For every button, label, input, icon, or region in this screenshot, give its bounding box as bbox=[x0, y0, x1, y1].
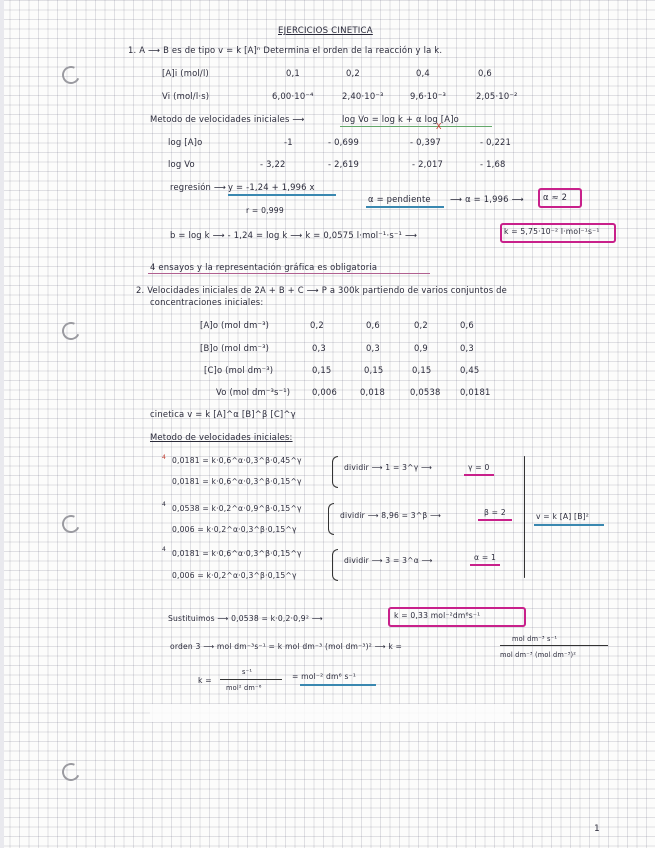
group-brace bbox=[328, 503, 334, 535]
ex2-cell: 0,15 bbox=[412, 365, 432, 375]
ex2-cell: 0,2 bbox=[414, 320, 428, 330]
ex2-group2-divide: dividir ⟶ 8,96 = 3^β ⟶ bbox=[340, 511, 442, 520]
ex2-kinetic-equation: cinetica v = k [A]^α [B]^β [C]^γ bbox=[150, 409, 296, 419]
result-underline bbox=[470, 564, 500, 566]
ex1-conc-value: 0,2 bbox=[346, 68, 360, 78]
ex2-row-label: [A]o (mol dm⁻³) bbox=[200, 320, 270, 330]
ex2-substitution: Sustituimos ⟶ 0,0538 = k·0,2·0,9² ⟶ bbox=[168, 614, 323, 623]
ex1-rate-label: Vi (mol/l·s) bbox=[162, 91, 210, 101]
ex2-fraction-denominator: mol² dm⁻⁶ bbox=[226, 684, 262, 692]
ex1-rate-value: 2,05·10⁻² bbox=[476, 91, 518, 101]
ex2-group3-top: 0,0181 = k·0,6^α·0,3^β·0,15^γ bbox=[172, 549, 302, 558]
ex2-cell: 0,006 bbox=[312, 387, 337, 397]
ex1-logA-value: - 0,397 bbox=[410, 137, 442, 147]
ex2-cell: 0,0538 bbox=[410, 387, 441, 397]
ex2-group3-bottom: 0,006 = k·0,2^α·0,3^β·0,15^γ bbox=[172, 571, 297, 580]
ex2-cell: 0,6 bbox=[366, 320, 380, 330]
ex2-group1-bottom: 0,0181 = k·0,6^α·0,3^β·0,15^γ bbox=[172, 477, 302, 486]
ex2-fraction-denominator: mol dm⁻³ (mol dm⁻³)² bbox=[500, 651, 577, 659]
ex1-regression-equation: y = -1,24 + 1,996 x bbox=[228, 182, 315, 192]
ex1-rate-value: 2,40·10⁻³ bbox=[342, 91, 384, 101]
group-brace bbox=[332, 549, 338, 581]
ex2-cell: 0,6 bbox=[460, 320, 474, 330]
ex2-group3-divide: dividir ⟶ 3 = 3^α ⟶ bbox=[344, 556, 433, 565]
correction-mark: X bbox=[436, 122, 442, 131]
ex1-logV-value: - 2,619 bbox=[328, 159, 360, 169]
regression-underline bbox=[228, 194, 336, 196]
ratio-marker: 4 bbox=[162, 454, 167, 461]
ex1-logA-value: -1 bbox=[284, 137, 293, 147]
punch-hole bbox=[59, 512, 82, 535]
punch-hole bbox=[59, 319, 82, 342]
erased-area bbox=[150, 704, 510, 722]
equation-underline bbox=[340, 126, 492, 127]
ex2-group2-result: β = 2 bbox=[484, 508, 506, 517]
ex2-cell: 0,2 bbox=[310, 320, 324, 330]
ex2-fraction-numerator: mol dm⁻³ s⁻¹ bbox=[512, 635, 558, 643]
ex2-row-label: [B]o (mol dm⁻³) bbox=[200, 343, 270, 353]
ratio-marker: 4 bbox=[162, 546, 167, 553]
ex1-order-result: α ≈ 2 bbox=[543, 192, 568, 202]
ex1-logV-value: - 3,22 bbox=[260, 159, 286, 169]
ex2-method-label: Metodo de velocidades iniciales: bbox=[150, 432, 293, 442]
rate-law-underline bbox=[534, 524, 604, 526]
ex2-group3-result: α = 1 bbox=[474, 553, 497, 562]
ex1-logA-label: log [A]o bbox=[168, 137, 203, 147]
fraction-bar bbox=[220, 679, 282, 680]
ex2-cell: 0,3 bbox=[366, 343, 380, 353]
slope-underline bbox=[366, 206, 444, 208]
units-underline bbox=[300, 684, 376, 686]
ex1-conc-label: [A]i (mol/l) bbox=[162, 68, 209, 78]
ex2-k-result: k = 0,33 mol⁻²dm⁶s⁻¹ bbox=[394, 611, 481, 620]
ex2-k-units-result: = mol⁻² dm⁶ s⁻¹ bbox=[292, 672, 357, 681]
ex2-row-label: Vo (mol dm⁻³s⁻¹) bbox=[216, 387, 291, 397]
ex2-order-units: orden 3 ⟶ mol dm⁻³s⁻¹ = k mol dm⁻³ (mol dm⁻³)² ⟶ k = bbox=[170, 642, 403, 651]
ex2-k-units-label: k = bbox=[198, 676, 212, 685]
note-underline bbox=[148, 273, 430, 274]
ex2-group1-divide: dividir ⟶ 1 = 3^γ ⟶ bbox=[344, 463, 433, 472]
ex2-group2-top: 0,0538 = k·0,2^α·0,9^β·0,15^γ bbox=[172, 504, 302, 513]
ex2-statement-cont: concentraciones iniciales: bbox=[150, 297, 264, 307]
ex1-logV-value: - 1,68 bbox=[480, 159, 506, 169]
ex1-logV-label: log Vo bbox=[168, 159, 195, 169]
ex1-rate-value: 6,00·10⁻⁴ bbox=[272, 91, 314, 101]
ex2-row-label: [C]o (mol dm⁻³) bbox=[204, 365, 274, 375]
ex1-conc-value: 0,1 bbox=[286, 68, 300, 78]
ex2-cell: 0,45 bbox=[460, 365, 480, 375]
ex2-cell: 0,15 bbox=[364, 365, 384, 375]
ex2-fraction-numerator: s⁻¹ bbox=[242, 668, 253, 676]
ex1-logA-value: - 0,699 bbox=[328, 137, 360, 147]
ex2-group2-bottom: 0,006 = k·0,2^α·0,3^β·0,15^γ bbox=[172, 525, 297, 534]
ex1-k-result: k = 5,75·10⁻² l·mol⁻¹s⁻¹ bbox=[504, 227, 600, 236]
result-underline bbox=[478, 519, 512, 521]
ex2-cell: 0,15 bbox=[312, 365, 332, 375]
fraction-bar bbox=[500, 645, 608, 646]
ex2-cell: 0,3 bbox=[460, 343, 474, 353]
ex1-regression-label: regresión ⟶ bbox=[170, 182, 227, 192]
ex1-rate-value: 9,6·10⁻³ bbox=[410, 91, 447, 101]
ex2-cell: 0,018 bbox=[360, 387, 385, 397]
page-title: EJERCICIOS CINETICA bbox=[278, 26, 373, 36]
punch-hole bbox=[59, 760, 82, 783]
ex2-group1-result: γ = 0 bbox=[468, 463, 490, 472]
ex1-note: 4 ensayos y la representación gráfica es obligatoria bbox=[150, 262, 378, 272]
ex2-group1-top: 0,0181 = k·0,6^α·0,3^β·0,45^γ bbox=[172, 456, 302, 465]
ex1-logA-value: - 0,221 bbox=[480, 137, 512, 147]
ex1-statement: 1. A ⟶ B es de tipo v = k [A]ⁿ Determina el orden de la reacción y la k. bbox=[128, 45, 443, 55]
ex2-rate-law: v = k [A] [B]² bbox=[536, 512, 590, 521]
result-underline bbox=[464, 474, 494, 476]
ex2-cell: 0,0181 bbox=[460, 387, 491, 397]
ex1-method-equation: log Vo = log k + α log [A]o bbox=[342, 114, 459, 124]
ex1-slope-result: ⟶ α = 1,996 ⟶ bbox=[450, 194, 524, 204]
ex1-conc-value: 0,4 bbox=[416, 68, 430, 78]
ex1-logV-value: - 2,017 bbox=[412, 159, 444, 169]
ex2-statement: 2. Velocidades iniciales de 2A + B + C ⟶ P a 300k partiendo de varios conjuntos de bbox=[136, 285, 508, 295]
ex1-method-label: Metodo de velocidades iniciales ⟶ bbox=[150, 114, 305, 124]
ex1-slope-text: α = pendiente bbox=[368, 194, 431, 204]
page-edge bbox=[0, 0, 4, 848]
page-number: 1 bbox=[594, 824, 600, 834]
summary-brace bbox=[524, 456, 525, 578]
ex2-cell: 0,9 bbox=[414, 343, 428, 353]
ex2-cell: 0,3 bbox=[312, 343, 326, 353]
punch-hole bbox=[59, 63, 82, 86]
group-brace bbox=[332, 456, 338, 488]
ex1-r-value: r = 0,999 bbox=[246, 206, 284, 215]
ratio-marker: 4 bbox=[162, 501, 167, 508]
ex1-k-calculation: b = log k ⟶ - 1,24 = log k ⟶ k = 0,0575 l·mol⁻¹·s⁻¹ ⟶ bbox=[170, 230, 418, 240]
ex1-conc-value: 0,6 bbox=[478, 68, 492, 78]
